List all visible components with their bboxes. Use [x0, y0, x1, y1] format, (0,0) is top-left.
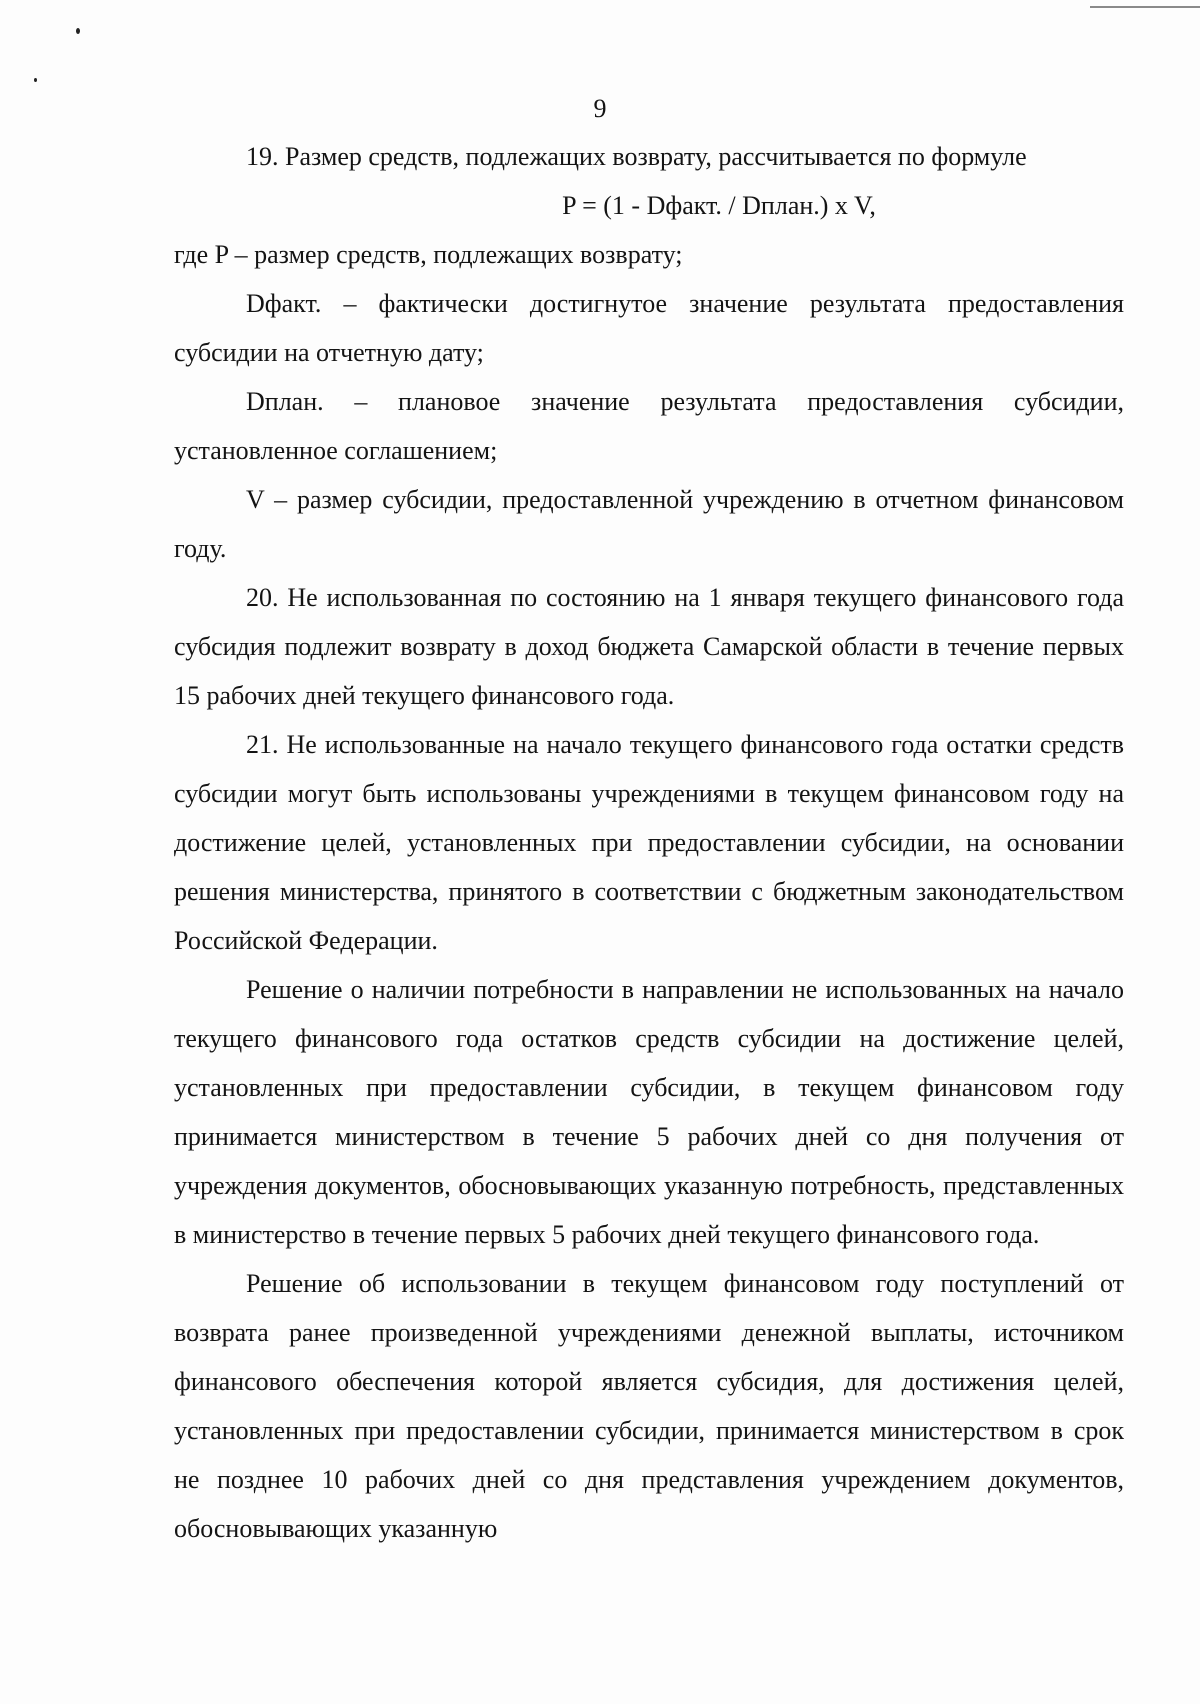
paragraph-21: 21. Не использованные на начало текущего финансового года остатки средств субсидии могут быть использованы учреждениями в текущем финансовом году на достижение целей, установленных при предоставлении субсидии, на основании решения министерства, принятого в соответствии с бюджетным законодательством Российской Федерации.	[174, 730, 1124, 955]
paragraph-decision-2: Решение об использовании в текущем финансовом году поступлений от возврата ранее произведенной учреждениями денежной выплаты, источником финансового обеспечения которой является субсидия, для достижения целей, установленных при предоставлении субсидии, принимается министерством в срок не позднее 10 рабочих дней со дня представления учреждением документов, обосновывающих указанную	[174, 1269, 1124, 1543]
paragraph-20: 20. Не использованная по состоянию на 1 января текущего финансового года субсидия подлежит возврату в доход бюджета Самарской области в течение первых 15 рабочих дней текущего финансового года.	[174, 583, 1124, 710]
formula-dfact: Dфакт. – фактически достигнутое значение результата предоставления субсидии на отчетную дату;	[174, 289, 1124, 367]
scan-edge-line	[1090, 6, 1200, 8]
scan-speck	[34, 78, 37, 82]
formula-v: V – размер субсидии, предоставленной учреждению в отчетном финансовом году.	[174, 485, 1124, 563]
formula-where-p: где P – размер средств, подлежащих возврату;	[174, 240, 683, 269]
formula-dplan: Dплан. – плановое значение результата предоставления субсидии, установленное соглашением;	[174, 387, 1124, 465]
document-body	[174, 132, 1124, 1553]
paragraph-decision-1: Решение о наличии потребности в направлении не использованных на начало текущего финансового года остатков средств субсидии на достижение целей, установленных при предоставлении субсидии, в текущем финансовом году принимается министерством в течение 5 рабочих дней со дня получения от учреждения документов, обосновывающих указанную потребность, представленных в министерство в течение первых 5 рабочих дней текущего финансового года.	[174, 975, 1124, 1249]
scan-speck	[76, 28, 80, 34]
page-number: 9	[593, 94, 607, 123]
paragraph-19: 19. Размер средств, подлежащих возврату, рассчитывается по формуле	[246, 142, 1027, 171]
formula: P = (1 - Dфакт. / Dплан.) x V,	[562, 191, 876, 220]
